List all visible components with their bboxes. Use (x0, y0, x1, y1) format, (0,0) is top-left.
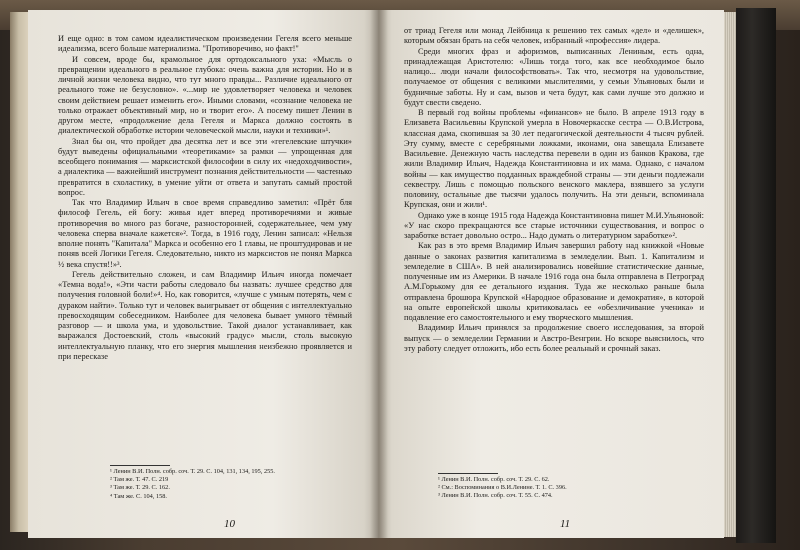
right-paragraph-6: Владимир Ильич принялся за продолжение своего исследования, за второй выпуск — о земледелии Германии и Австро-Венгрии. Но вскоре выяснилось, что эту работу следует отложить, ибо есть более реальный и срочный заказ. (404, 323, 704, 353)
book-spine-shadow (370, 10, 388, 538)
footnote: ² Там же. Т. 47. С. 219 (110, 476, 169, 484)
left-paragraph-3: Знал бы он, что пройдет два десятка лет и все эти «гегелевские штучки» будут выведены официальными «теоретиками» за рамки — упрощенная для всеобщего понимания — марксистской философии в силу их «недоходчивости», а диалектика — важнейший инструмент познания действительности — частенько превратится в схоластику, в умение уйти от ответа и запутать самый простой вопрос. (58, 136, 352, 197)
right-paragraph-5: Как раз в это время Владимир Ильич завершил работу над книжкой «Новые данные о законах развития капитализма в земледелии. Вып. 1. Капитализм и земледелие в США». В ней анализировались новейшие статистические данные, полученные им из Америки. В начале 1916 года она была отправлена в Петроград А.М.Горькому для ее детального издания. Туда же несколько раньше была отправлена брошюра Крупской «Народное образование и демократия», в которой на опыте европейской школы критиковалась ее «обезличивание ученика» и подавление его самостоятельного и ему творческого мышления. (404, 241, 704, 322)
left-paragraph-1: И еще одно: в том самом идеалистическом произведении Гегеля всего меньше идеализма, всего больше материализма. "Противоречиво, но факт!" (58, 34, 352, 54)
page-number-right: 11 (560, 518, 571, 530)
left-footnotes (110, 468, 350, 501)
footnote: ¹ Ленин В.И. Полн. собр. соч. Т. 29. С. 104, 131, 134, 195, 255. (110, 468, 276, 475)
right-paragraph-3: В первый год войны проблемы «финансов» не было. В апреле 1913 году в Елизавета Васильевны Крупской умерла в Новочеркасске сестра — О.В.Истрова, классная дама, скопившая за 30 лет педагогической деятельности 4 тысяч рублей. Эту сумму, вместе с серебряными ложками, иконами, она завещала Елизавете Васильевне. Денежную часть наследства перевели в один из банков Кракова, где жили Владимир Ильич, Надежда Константиновна и их мама. Однако, с началом войны — как имущество подданных враждебной страны — эти деньги подлежали секвестру. Лишь с помощью польского венского маклера, взявшего за услуги половину, остальные две тысячи удалось получить. На эти деньги, вспоминала Крупская, они и жили¹. (404, 108, 704, 210)
right-paragraph-2: Среди многих фраз и афоризмов, выписанных Лениным, есть одна, принадлежащая Аристотелю: «Лишь тогда того, как все необходимое было налицо... люди начали философствовать». Так что, несмотря на удовольствие, получаемое от общения с великими мыслителями, у семьи Ульяновых были и будничные заботы. Ну и сам, вызов и чета будут, как сами лучше это должно и будут свести сведено. (404, 46, 704, 107)
footnote-rule (110, 465, 170, 466)
right-footnotes (438, 476, 678, 501)
book-cover-right (736, 8, 776, 543)
left-paragraph-5: Гегель действительно сложен, и сам Владимир Ильич иногда помечает «Темна вода!», «Эти части работы следовало бы назвать: лучшее средство для получения головной боли!»⁴. Но, как говорится, «лучше с умным потерять, чем с дураком найти». Только тут и человек выигрывает от общения с интеллектуально превосходящим собеседником. Наиболее для человека бывает умного тёмный разговор — и школа ума, и удовольствие. Такой диалог устанавливает, как выражался Достоевский, столь «высокий градус» мысли, столь высокую интеллектуальную планку, что его энергия мышления неизбежно проявляется и при пересказе (58, 269, 352, 361)
left-page (28, 10, 378, 538)
footnote: ² См.: Воспоминания о В.И.Ленине. Т. 1. С. 396. (438, 484, 567, 492)
right-paragraph-1: от триад Гегеля или монад Лейбница к решению тех самых «дел» и «делишек», которым обязан брать на себя человек, избранный «профессия» лидера. (404, 26, 704, 46)
left-paragraph-2: И совсем, вроде бы, крамольное для ортодоксального уха: «Мысль о превращении идеального в реальное глубока: очень важна для истории. Но и в личной жизни человека видно, что тут много правды... Различие идеального от реального тоже не безусловно». «...мир не удовлетворяет человека и человек своим действием решает изменить его». Иными словами, «сознание человека не только отражает объективный мир, но и творит его». А посему пишет Ленин в другом месте, «продолжение дела Гегеля и Маркса должно состоять в диалектической обработке истории человеческой мысли, науки и техники»¹. (58, 54, 352, 136)
right-paragraph-4: Однако уже в конце 1915 года Надежда Константиновна пишет М.И.Ульяновой: «У нас скоро прекращаются все старые источники существования, и вопрос о заработке встает довольно остро... Надо думать о литературном заработке»². (404, 210, 704, 240)
footnote: ⁴ Там же. С. 104, 158. (110, 492, 167, 500)
footnote: ³ Там же. Т. 29. С. 162. (110, 484, 170, 492)
footnote-rule (438, 473, 498, 474)
right-page (378, 10, 724, 538)
left-paragraph-4: Так что Владимир Ильич в свое время справедливо заметил: «Прёт бля философ Гегель, ей богу: живья идет вперед противоречиями и живые противоречия во много раз богаче, разносторонней, содержательнее, чем уму человека сперва вначале кажется»². Тогда, в 1916 году, Ленин записал: «Нельзя вполне понять "Капитала" Маркса и особенно его 1 главы, не проштудировав и не поняв всей Логики Гегеля. Следовательно, никто из марксистов не понял Маркса ½ века спустя!!»³. (58, 198, 352, 269)
footnote: ³ Ленин В.И. Полн. собр. соч. Т. 55. С. 474. (438, 492, 553, 500)
page-number-left: 10 (224, 518, 235, 530)
footnote: ¹ Ленин В.И. Полн. собр. соч. Т. 29. С. 62. (438, 476, 550, 483)
